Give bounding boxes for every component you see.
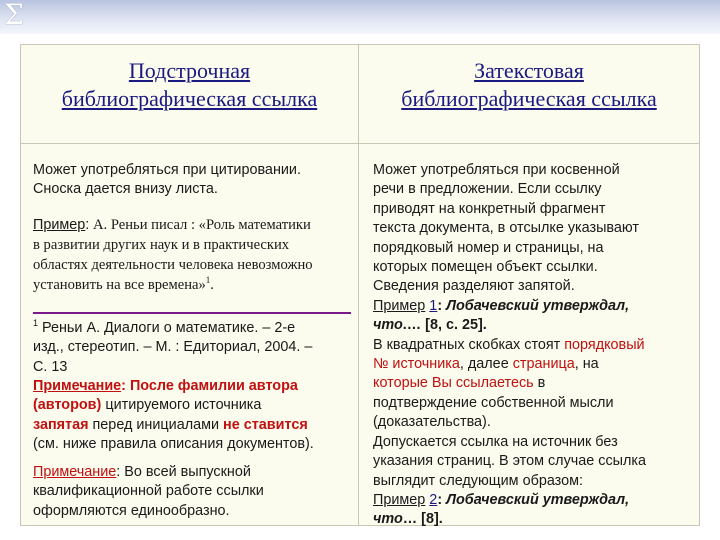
- right-text-line: приводят на конкретный фрагмент: [373, 200, 606, 217]
- left-usage-paragraph: Может употребляться при цитировании. Сноска дается внизу листа.: [33, 162, 301, 198]
- header-divider: [21, 143, 699, 144]
- left-note-2: Примечание: Во всей выпускной квалификационной работе ссылки оформляются единообразно.: [33, 464, 264, 519]
- right-text-line: речи в предложении. Если ссылку: [373, 181, 602, 198]
- column-divider: [358, 45, 359, 525]
- comparison-table: [20, 44, 700, 526]
- right-text-line: текста документа, в отсылке указывают: [373, 220, 639, 237]
- right-example-1: Пример 1: Лобачевский утверждал,: [373, 297, 630, 314]
- left-note-1: Примечание: После фамилии автора (авторов) цитируемого источника запятая перед инициалами не ставится (см. ниже правила описания документов).: [33, 378, 314, 453]
- right-text-line: которых помещен объект ссылки.: [373, 259, 598, 276]
- right-text-line: порядковый номер и страницы, на: [373, 239, 604, 256]
- footnote-rule: [33, 312, 351, 314]
- right-paragraph: Может употребляться при косвенной речи в предложении. Если ссылку приводят на конкретный фрагмент текста документа, в отсылке указывают порядковый номер и страницы, на которых помещен объект ссылки. Сведения разделяют запятой. Пример 1: Лобачевский утверждал, что.… [8, с. 25]. В квадратных скобках стоят порядковый № источника, далее страница, на которые Вы ссылаетесь в подтверждение собственной мысли (доказательства). Допускается ссылка на источник без указания страниц. В этом случае ссылка выглядит следующим образом: Пример 2: Лобачевский утверждал, что… [8].: [373, 162, 647, 528]
- left-heading: Подстрочная библиографическая ссылка: [61, 58, 318, 111]
- right-text-line: Сведения разделяют запятой.: [373, 278, 575, 295]
- sigma-icon: Σ: [4, 0, 24, 31]
- right-example-2: Пример 2: Лобачевский утверждал,: [373, 491, 630, 508]
- right-text-line: Может употребляться при косвенной: [373, 162, 620, 178]
- left-footnote: $^1$ Реньи А. Диалоги о математике. – 2-е изд., стереотип. – М. : Едиториал, 2004. – С. 13: [33, 318, 313, 375]
- right-heading: Затекстовая библиографическая ссылка: [401, 58, 657, 111]
- title-bar: [0, 0, 720, 34]
- left-example: Пример: А. Реньи писал : «Роль математики в развитии других наук и в практических областях деятельности человека невозможно установить на все времена»$^1$.: [33, 217, 313, 293]
